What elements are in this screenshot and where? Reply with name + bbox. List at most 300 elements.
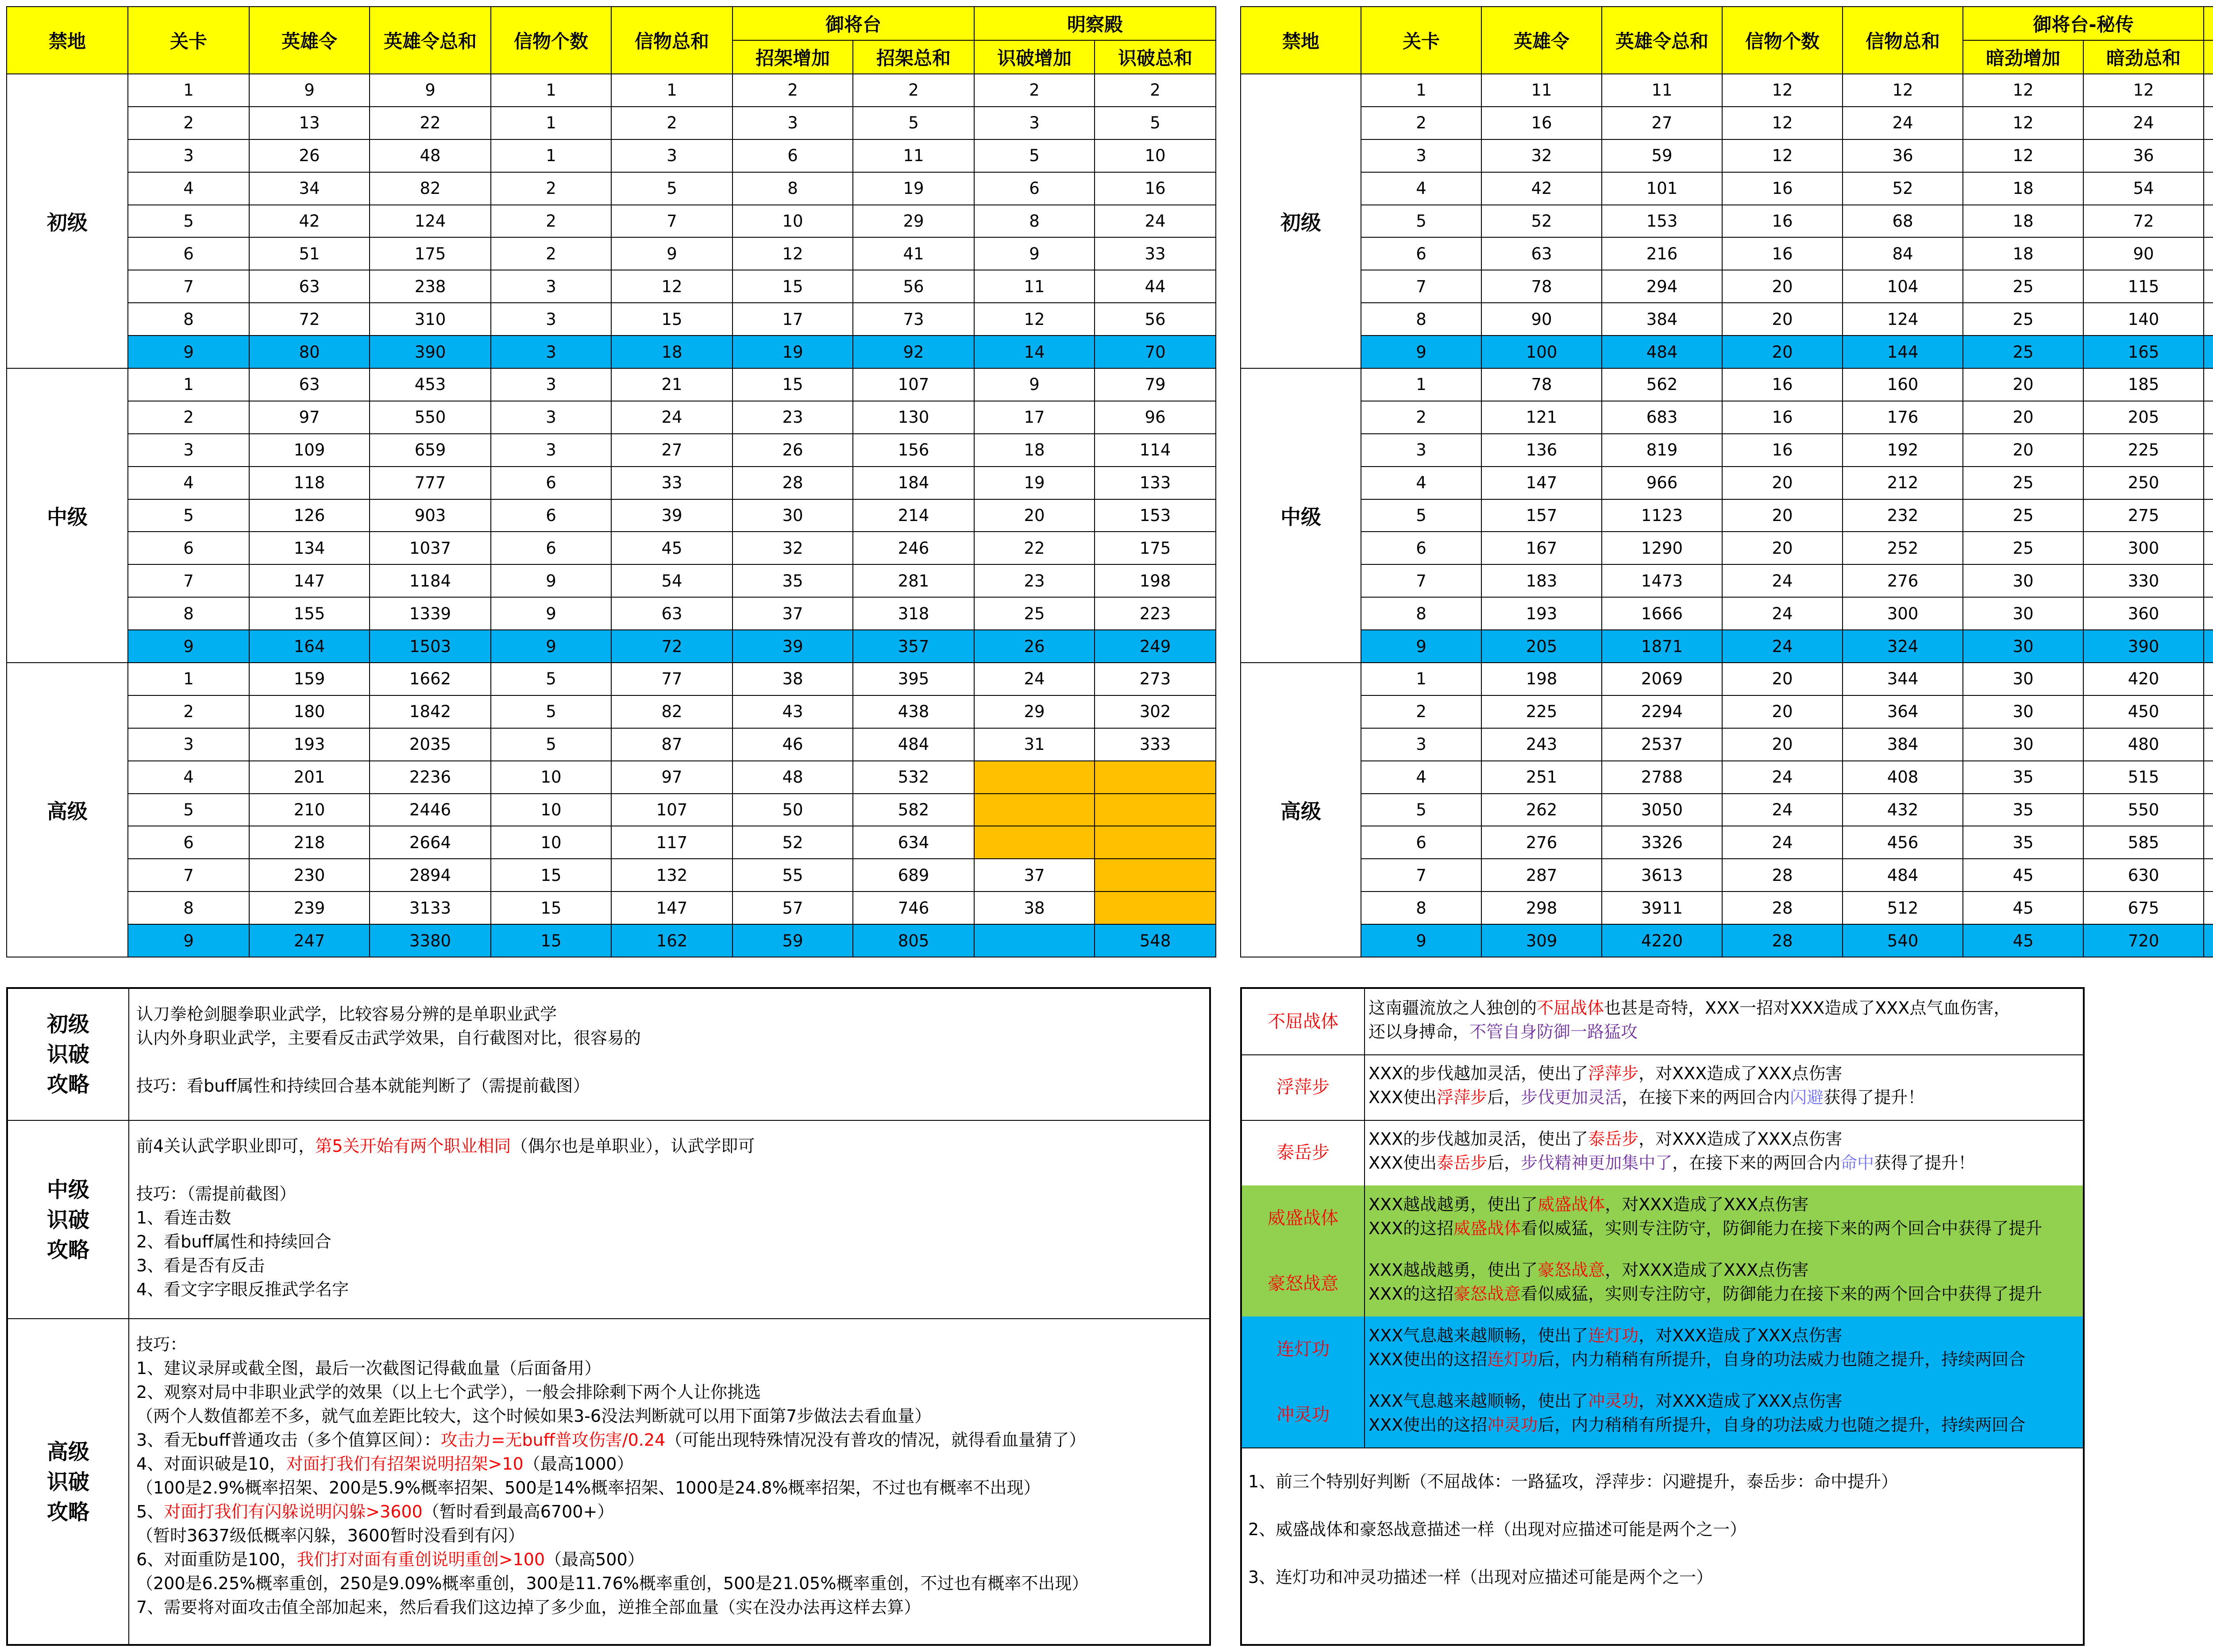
text-segment: 5、 — [136, 1502, 164, 1521]
table-cell: 147 — [249, 564, 370, 597]
table-cell: 30 — [1963, 695, 2083, 728]
guide-label-high: 高级 识破 攻略 — [8, 1319, 129, 1645]
text-line — [136, 1134, 1205, 1158]
text-line — [1369, 1413, 2078, 1437]
table-cell: 24 — [1095, 205, 1216, 238]
table-cell: 3 — [128, 139, 249, 172]
table-cell: 79 — [1095, 368, 1216, 401]
table-row — [1241, 172, 2213, 205]
text-segment: 浮萍步 — [1437, 1088, 1488, 1107]
table-cell — [2204, 434, 2213, 467]
table-cell: 10 — [491, 761, 611, 794]
table-cell: 9 — [249, 74, 370, 107]
buff-name: 泰岳步 — [1242, 1120, 1365, 1185]
table-cell: 33 — [611, 467, 733, 499]
table-cell: 107 — [853, 368, 974, 401]
column-header: 英雄令 — [1481, 7, 1602, 74]
text-line — [1369, 996, 2078, 1020]
table-row — [1241, 205, 2213, 238]
table-cell — [2204, 270, 2213, 303]
table-cell: 4220 — [1602, 924, 1722, 957]
column-header: 暗劲增加 — [1963, 40, 2083, 74]
table-cell: 408 — [1843, 761, 1963, 794]
table-cell: 7 — [1361, 564, 1481, 597]
table-cell: 7 — [1361, 859, 1481, 892]
table-cell: 24 — [1722, 564, 1843, 597]
column-header: 信物个数 — [1722, 7, 1843, 74]
table-cell: 11 — [1602, 74, 1722, 107]
table-row — [7, 532, 1216, 564]
table-row — [1241, 859, 2213, 892]
table-cell — [1095, 826, 1216, 859]
table-cell: 9 — [370, 74, 491, 107]
table-cell: 59 — [1602, 139, 1722, 172]
table-cell: 294 — [1602, 270, 1722, 303]
table-cell: 2537 — [1602, 728, 1722, 761]
table-cell: 6 — [128, 237, 249, 270]
text-line — [136, 1332, 1205, 1356]
table-cell: 52 — [733, 826, 853, 859]
table-cell: 24 — [611, 401, 733, 434]
table-cell: 453 — [370, 368, 491, 401]
table-cell: 300 — [1843, 597, 1963, 630]
table-cell: 210 — [249, 794, 370, 826]
text-segment: 后，内力稍稍有所提升，自身的功法威力也随之提升，持续两回合 — [1538, 1415, 2026, 1435]
table-cell: 20 — [1722, 270, 1843, 303]
table-cell: 3326 — [1602, 826, 1722, 859]
table-cell: 5 — [974, 139, 1095, 172]
text-segment: （暂时看到最高6700+） — [422, 1502, 614, 1521]
table-cell: 20 — [1722, 303, 1843, 336]
table-cell: 9 — [1361, 924, 1481, 957]
table-cell: 512 — [1843, 892, 1963, 924]
table-row — [7, 270, 1216, 303]
table-cell: 12 — [1963, 139, 2083, 172]
table-cell — [2204, 368, 2213, 401]
table-cell: 4 — [1361, 172, 1481, 205]
table-row — [1241, 303, 2213, 336]
table-cell: 46 — [733, 728, 853, 761]
table-cell: 2 — [974, 74, 1095, 107]
buff-notes — [1248, 1470, 2077, 1613]
table-cell: 82 — [370, 172, 491, 205]
table-cell: 56 — [853, 270, 974, 303]
table-cell: 109 — [249, 434, 370, 467]
table-cell: 2 — [128, 695, 249, 728]
text-segment: 这南疆流放之人独创的 — [1369, 998, 1537, 1018]
table-cell: 239 — [249, 892, 370, 924]
table-cell: 25 — [1963, 336, 2083, 368]
table-cell — [2204, 237, 2213, 270]
buff-name: 冲灵功 — [1242, 1382, 1365, 1447]
table-cell: 32 — [733, 532, 853, 564]
table-cell: 25 — [974, 597, 1095, 630]
table-cell: 9 — [128, 924, 249, 957]
table-cell: 480 — [2083, 728, 2204, 761]
table-cell: 2 — [1361, 107, 1481, 139]
table-cell — [2204, 74, 2213, 107]
text-segment: 也甚是奇特，XXX一招对XXX造成了XXX点气血伤害， — [1604, 998, 2011, 1018]
column-header — [2204, 40, 2213, 74]
table-cell: 9 — [491, 597, 611, 630]
table-cell — [1095, 892, 1216, 924]
table-cell: 218 — [249, 826, 370, 859]
table-cell: 78 — [1481, 270, 1602, 303]
table-cell: 19 — [853, 172, 974, 205]
table-cell: 26 — [249, 139, 370, 172]
table-cell: 13 — [249, 107, 370, 139]
table-cell: 59 — [733, 924, 853, 957]
table-cell: 1 — [491, 139, 611, 172]
table-cell: 262 — [1481, 794, 1602, 826]
text-segment: 对面打我们有闪躲说明闪躲>3600 — [164, 1502, 423, 1521]
header-row — [7, 7, 1216, 40]
table-cell: 214 — [853, 499, 974, 532]
table-cell: 25 — [1963, 270, 2083, 303]
text-segment: 认内外身职业武学，主要看反击武学效果，自行截图对比，很容易的 — [136, 1028, 641, 1048]
table-cell: 39 — [611, 499, 733, 532]
table-cell: 540 — [1843, 924, 1963, 957]
table-cell: 27 — [1602, 107, 1722, 139]
table-cell: 34 — [249, 172, 370, 205]
text-segment: 浮萍步 — [1588, 1064, 1639, 1083]
table-row — [1241, 467, 2213, 499]
column-header: 关卡 — [128, 7, 249, 74]
table-row — [1241, 663, 2213, 695]
table-cell: 1037 — [370, 532, 491, 564]
table-row — [7, 695, 1216, 728]
table-cell: 246 — [853, 532, 974, 564]
table-cell: 550 — [370, 401, 491, 434]
table-row — [7, 924, 1216, 957]
table-cell — [1095, 761, 1216, 794]
table-cell — [1095, 794, 1216, 826]
table-cell: 51 — [249, 237, 370, 270]
table-cell: 41 — [853, 237, 974, 270]
table-cell: 9 — [611, 237, 733, 270]
text-segment: 威盛战体 — [1453, 1219, 1521, 1238]
table-cell — [1095, 859, 1216, 892]
table-cell: 6 — [491, 499, 611, 532]
table-row — [1241, 892, 2213, 924]
table-cell: 7 — [1361, 270, 1481, 303]
table-cell — [974, 794, 1095, 826]
table-row — [1241, 368, 2213, 401]
table-cell: 2 — [491, 205, 611, 238]
table-cell: 548 — [1095, 924, 1216, 957]
text-segment: XXX的步伐越加灵活，使出了 — [1369, 1129, 1588, 1149]
table-cell: 1 — [491, 107, 611, 139]
table-cell: 3 — [491, 270, 611, 303]
table-cell: 1290 — [1602, 532, 1722, 564]
table-cell: 16 — [1722, 237, 1843, 270]
text-segment: XXX的这招 — [1369, 1219, 1454, 1238]
table-row — [1241, 74, 2213, 107]
column-header: 御将台-秘传 — [1963, 7, 2204, 40]
table-cell: 175 — [1095, 532, 1216, 564]
table-cell: 165 — [2083, 336, 2204, 368]
text-segment: XXX气息越来越顺畅，使出了 — [1369, 1326, 1588, 1345]
table-cell: 8 — [128, 303, 249, 336]
table-cell: 5 — [1361, 794, 1481, 826]
text-segment: XXX使出 — [1369, 1088, 1437, 1107]
table-cell: 20 — [1722, 336, 1843, 368]
table-row — [7, 597, 1216, 630]
table-cell: 3 — [491, 368, 611, 401]
table-cell: 16 — [1722, 401, 1843, 434]
table-cell: 30 — [1963, 597, 2083, 630]
table-cell: 30 — [1963, 630, 2083, 663]
table-cell: 8 — [974, 205, 1095, 238]
text-segment: （最高1000） — [523, 1454, 634, 1474]
text-segment: （两个人数值都差不多，就气血差距比较大，这个时候如果3-6没法判断就可以用下面第7步做法去看血量） — [136, 1406, 932, 1426]
table-cell: 1871 — [1602, 630, 1722, 663]
table-row — [1241, 237, 2213, 270]
table-cell: 318 — [853, 597, 974, 630]
table-row — [7, 336, 1216, 368]
table-cell: 15 — [491, 892, 611, 924]
table-cell: 45 — [1963, 924, 2083, 957]
table-cell: 12 — [733, 237, 853, 270]
column-header: 暗劲总和 — [2083, 40, 2204, 74]
column-header: 英雄令总和 — [1602, 7, 1722, 74]
table-cell: 77 — [611, 663, 733, 695]
table-row — [7, 859, 1216, 892]
table-cell: 107 — [611, 794, 733, 826]
buff-description-panel — [1240, 987, 2085, 1646]
text-line — [1369, 1282, 2078, 1306]
table-cell: 4 — [128, 172, 249, 205]
table-cell — [2204, 761, 2213, 794]
table-cell: 8 — [1361, 303, 1481, 336]
table-cell: 2294 — [1602, 695, 1722, 728]
table-cell: 35 — [1963, 761, 2083, 794]
table-cell: 18 — [974, 434, 1095, 467]
buff-row — [1242, 1185, 2083, 1252]
table-cell: 153 — [1602, 205, 1722, 238]
table-cell: 90 — [2083, 237, 2204, 270]
table-cell — [974, 761, 1095, 794]
table-cell: 238 — [370, 270, 491, 303]
table-row — [1241, 826, 2213, 859]
column-header: 招架增加 — [733, 40, 853, 74]
table-cell: 6 — [491, 467, 611, 499]
text-line — [136, 1548, 1205, 1571]
table-cell: 26 — [974, 630, 1095, 663]
table-cell: 1 — [128, 663, 249, 695]
table-cell: 52 — [1481, 205, 1602, 238]
table-cell: 395 — [853, 663, 974, 695]
buff-description — [1369, 1389, 2078, 1437]
table-cell: 4 — [128, 467, 249, 499]
text-line — [1369, 1193, 2078, 1216]
table-cell: 185 — [2083, 368, 2204, 401]
table-cell: 45 — [1963, 859, 2083, 892]
text-segment: 获得了提升！ — [1824, 1088, 1925, 1107]
header-row — [1241, 7, 2213, 40]
buff-description — [1369, 1258, 2078, 1306]
table-cell: 33 — [1095, 237, 1216, 270]
table-cell: 225 — [2083, 434, 2204, 467]
table-cell: 18 — [1963, 205, 2083, 238]
table-row — [7, 761, 1216, 794]
table-cell: 1 — [128, 74, 249, 107]
text-line — [1369, 1389, 2078, 1413]
table-cell: 5 — [128, 794, 249, 826]
table-cell — [2204, 303, 2213, 336]
table-cell: 6 — [1361, 826, 1481, 859]
table-cell: 3911 — [1602, 892, 1722, 924]
table-cell: 777 — [370, 467, 491, 499]
table-cell: 101 — [1602, 172, 1722, 205]
table-row — [1241, 270, 2213, 303]
table-cell: 438 — [853, 695, 974, 728]
table-cell: 247 — [249, 924, 370, 957]
table-cell: 25 — [1963, 532, 2083, 564]
table-cell — [2204, 924, 2213, 957]
table-cell: 9 — [974, 368, 1095, 401]
text-segment: ，在接下来的两回合内 — [1622, 1088, 1790, 1107]
table-cell: 15 — [611, 303, 733, 336]
text-segment: （200是6.25%概率重创，250是9.09%概率重创，300是11.76%概率重创，500是21.05%概率重创，不过也有概率不出现） — [136, 1574, 1089, 1593]
table-cell: 73 — [853, 303, 974, 336]
text-segment: 对面打我们有招架说明招架>10 — [286, 1454, 524, 1474]
table-cell: 9 — [1361, 336, 1481, 368]
table-row — [1241, 564, 2213, 597]
text-segment: 后，内力稍稍有所提升，自身的功法威力也随之提升，持续两回合 — [1538, 1350, 2026, 1369]
table-cell: 9 — [491, 564, 611, 597]
table-cell: 38 — [733, 663, 853, 695]
table-cell: 14 — [974, 336, 1095, 368]
table-cell: 84 — [1843, 237, 1963, 270]
table-row — [7, 237, 1216, 270]
column-header: 识破总和 — [1095, 40, 1216, 74]
text-segment: 技巧：（需提前截图） — [136, 1184, 297, 1204]
buff-name: 不屈战体 — [1242, 989, 1365, 1054]
table-cell: 87 — [611, 728, 733, 761]
table-cell: 24 — [974, 663, 1095, 695]
table-row — [7, 74, 1216, 107]
table-cell: 36 — [1843, 139, 1963, 172]
table-cell: 1 — [1361, 368, 1481, 401]
table-cell: 193 — [249, 728, 370, 761]
table-cell: 585 — [2083, 826, 2204, 859]
table-cell: 16 — [1722, 205, 1843, 238]
buff-description — [1369, 996, 2078, 1044]
table-cell: 249 — [1095, 630, 1216, 663]
table-cell: 55 — [733, 859, 853, 892]
table-cell: 63 — [249, 270, 370, 303]
text-line — [136, 1206, 1205, 1230]
table-cell: 115 — [2083, 270, 2204, 303]
text-segment: XXX气息越来越顺畅，使出了 — [1369, 1391, 1588, 1411]
table-cell: 3613 — [1602, 859, 1722, 892]
guide-label-mid: 中级 识破 攻略 — [8, 1121, 129, 1319]
table-cell: 57 — [733, 892, 853, 924]
table-cell: 966 — [1602, 467, 1722, 499]
text-segment: （可能出现特殊情况没有普攻的情况，就得看血量猜了） — [665, 1430, 1086, 1450]
tier-label: 初级 — [1241, 74, 1361, 368]
table-cell: 28 — [1722, 924, 1843, 957]
table-cell: 44 — [1095, 270, 1216, 303]
table-cell: 9 — [974, 237, 1095, 270]
table-row — [7, 892, 1216, 924]
table-cell: 48 — [370, 139, 491, 172]
text-segment: 1、看连击数 — [136, 1208, 231, 1227]
table-cell: 162 — [611, 924, 733, 957]
table-cell: 1842 — [370, 695, 491, 728]
table-cell: 175 — [370, 237, 491, 270]
table-cell: 97 — [249, 401, 370, 434]
table-row — [1241, 924, 2213, 957]
table-cell: 144 — [1843, 336, 1963, 368]
text-segment: 命中 — [1840, 1153, 1874, 1173]
guide-section-high — [8, 1318, 1209, 1645]
table-cell: 12 — [1963, 74, 2083, 107]
guide-text-basic — [136, 1002, 1205, 1098]
table-cell: 153 — [1095, 499, 1216, 532]
buff-note: 3、连灯功和冲灵功描述一样（出现对应描述可能是两个之一） — [1248, 1567, 1713, 1587]
text-segment: 连灯功 — [1487, 1350, 1538, 1369]
table-cell: 11 — [1481, 74, 1602, 107]
table-cell: 97 — [611, 761, 733, 794]
text-line — [136, 1500, 1205, 1524]
table-cell: 52 — [1843, 172, 1963, 205]
table-cell: 11 — [974, 270, 1095, 303]
table-cell: 2 — [128, 401, 249, 434]
guide-text-high — [136, 1332, 1205, 1619]
table-row — [7, 139, 1216, 172]
table-cell: 5 — [853, 107, 974, 139]
table-cell: 390 — [370, 336, 491, 368]
text-segment: ，对XXX造成了XXX点伤害 — [1639, 1129, 1843, 1149]
table-cell: 176 — [1843, 401, 1963, 434]
table-cell: 25 — [1963, 303, 2083, 336]
text-segment: ，对XXX造成了XXX点伤害 — [1605, 1195, 1809, 1214]
table-cell: 43 — [733, 695, 853, 728]
text-segment: XXX使出的这招 — [1369, 1415, 1488, 1435]
table-cell — [2204, 205, 2213, 238]
text-segment: 我们打对面有重创说明重创>100 — [297, 1550, 545, 1569]
text-segment: 闪避 — [1790, 1088, 1824, 1107]
table-row — [1241, 597, 2213, 630]
table-cell: 634 — [853, 826, 974, 859]
table-cell: 5 — [128, 499, 249, 532]
text-segment: ，对XXX造成了XXX点伤害 — [1639, 1064, 1843, 1083]
table-cell: 2035 — [370, 728, 491, 761]
column-header: 明察殿 — [974, 7, 1216, 40]
table-cell: 118 — [249, 467, 370, 499]
table-cell: 302 — [1095, 695, 1216, 728]
table-row — [7, 728, 1216, 761]
table-cell: 360 — [2083, 597, 2204, 630]
table-cell: 3 — [611, 139, 733, 172]
table-cell: 18 — [611, 336, 733, 368]
text-segment: XXX越战越勇，使出了 — [1369, 1260, 1538, 1280]
table-cell: 384 — [1602, 303, 1722, 336]
table-cell: 78 — [1481, 368, 1602, 401]
table-cell: 42 — [249, 205, 370, 238]
column-header: 英雄令总和 — [370, 7, 491, 74]
table-cell: 276 — [1843, 564, 1963, 597]
table-cell: 19 — [974, 467, 1095, 499]
text-line — [136, 1050, 1205, 1074]
table-cell: 28 — [733, 467, 853, 499]
table-cell: 30 — [1963, 663, 2083, 695]
table-cell: 30 — [1963, 728, 2083, 761]
table-cell: 659 — [370, 434, 491, 467]
table-cell: 720 — [2083, 924, 2204, 957]
